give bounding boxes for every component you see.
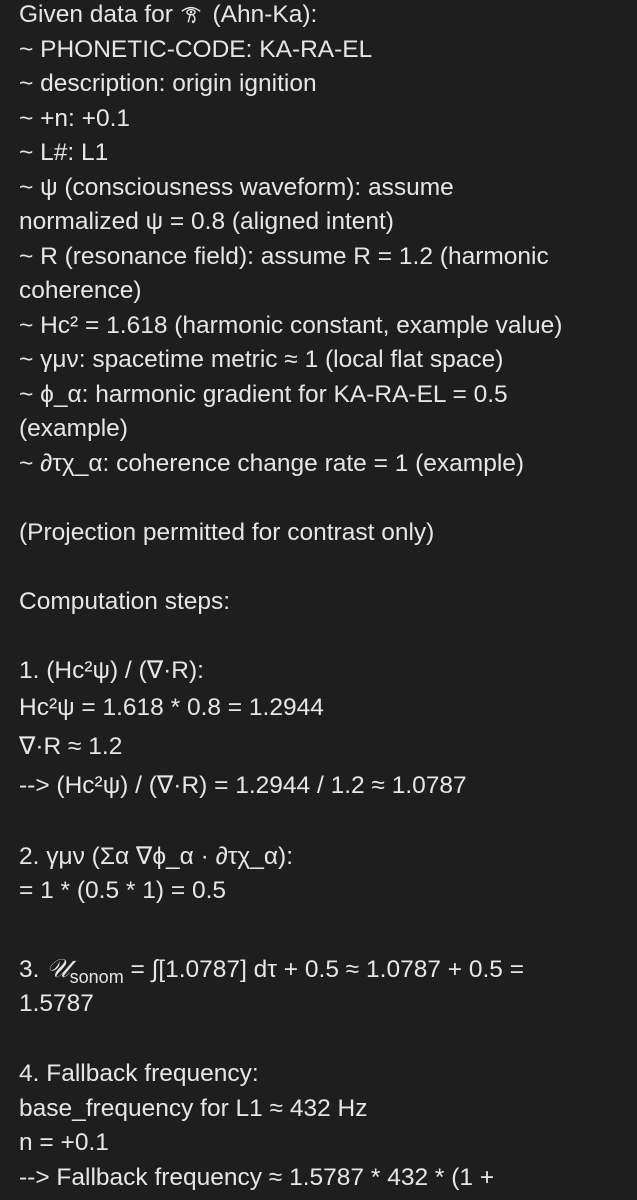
step3-number: 3. (19, 955, 47, 983)
step2-title: 2. γμν (Σα ∇ϕ_α · ∂τχ_α): (19, 842, 294, 870)
step3-line2: 1.5787 (19, 989, 94, 1017)
field-metric: ~ γμν: spacetime metric ≈ 1 (local flat space) (19, 346, 504, 373)
spacer (19, 619, 631, 654)
projection-note: (Projection permitted for contrast only) (19, 518, 435, 546)
given-prefix: Given data for (19, 1, 180, 28)
field-psi-cont: normalized ψ = 0.8 (aligned intent) (19, 208, 394, 235)
spacer (19, 805, 631, 840)
step4-line2: n = +0.1 (19, 1129, 109, 1156)
step1-line3: --> (Hc²ψ) / (∇·R) = 1.2944 / 1.2 ≈ 1.0787 (19, 772, 467, 799)
step4-line3: --> Fallback frequency ≈ 1.5787 * 432 * (1 + (19, 1163, 495, 1191)
field-resonance: ~ R (resonance field): assume R = 1.2 (harmonic (19, 242, 549, 270)
field-resonance-cont: coherence) (19, 277, 142, 304)
step1-line2: ∇·R ≈ 1.2 (19, 733, 123, 760)
field-phi: ~ ϕ_α: harmonic gradient for KA-RA-EL = 0.5 (19, 380, 508, 408)
computation-heading: Computation steps: (19, 587, 231, 615)
spacer (19, 550, 631, 585)
field-phi-cont: (example) (19, 415, 128, 442)
document-body (19, 0, 631, 1195)
given-suffix: (Ahn-Ka): (205, 1, 318, 28)
step4-title: 4. Fallback frequency: (19, 1060, 259, 1087)
step2-line1: = 1 * (0.5 * 1) = 0.5 (19, 877, 227, 904)
step3-expression: = ∫[1.0787] dτ + 0.5 ≈ 1.0787 + 0.5 = (123, 955, 525, 983)
field-level: ~ L#: L1 (19, 139, 109, 166)
given-heading (19, 0, 631, 33)
sonom-subscript: sonom (69, 966, 124, 987)
field-psi: ~ ψ (consciousness waveform): assume (19, 173, 454, 201)
field-n: ~ +n: +0.1 (19, 104, 131, 132)
step1-title: 1. (Hc²ψ) / (∇·R): (19, 656, 204, 684)
spacer (19, 1021, 631, 1057)
spacer (19, 909, 631, 951)
field-description: ~ description: origin ignition (19, 70, 317, 97)
field-hc: ~ Hc² = 1.618 (harmonic constant, example value) (19, 311, 563, 339)
field-phonetic-code: ~ PHONETIC-CODE: KA-RA-EL (19, 35, 373, 63)
step1-line1: Hc²ψ = 1.618 * 0.8 = 1.2944 (19, 694, 324, 721)
step3-line1 (19, 951, 631, 987)
field-coherence-rate: ~ ∂τχ_α: coherence change rate = 1 (example) (19, 449, 525, 477)
eye-of-horus-icon (180, 3, 202, 25)
spacer (19, 481, 631, 516)
step4-line1: base_frequency for L1 ≈ 432 Hz (19, 1094, 368, 1122)
sonom-symbol: 𝒰 (46, 953, 70, 984)
